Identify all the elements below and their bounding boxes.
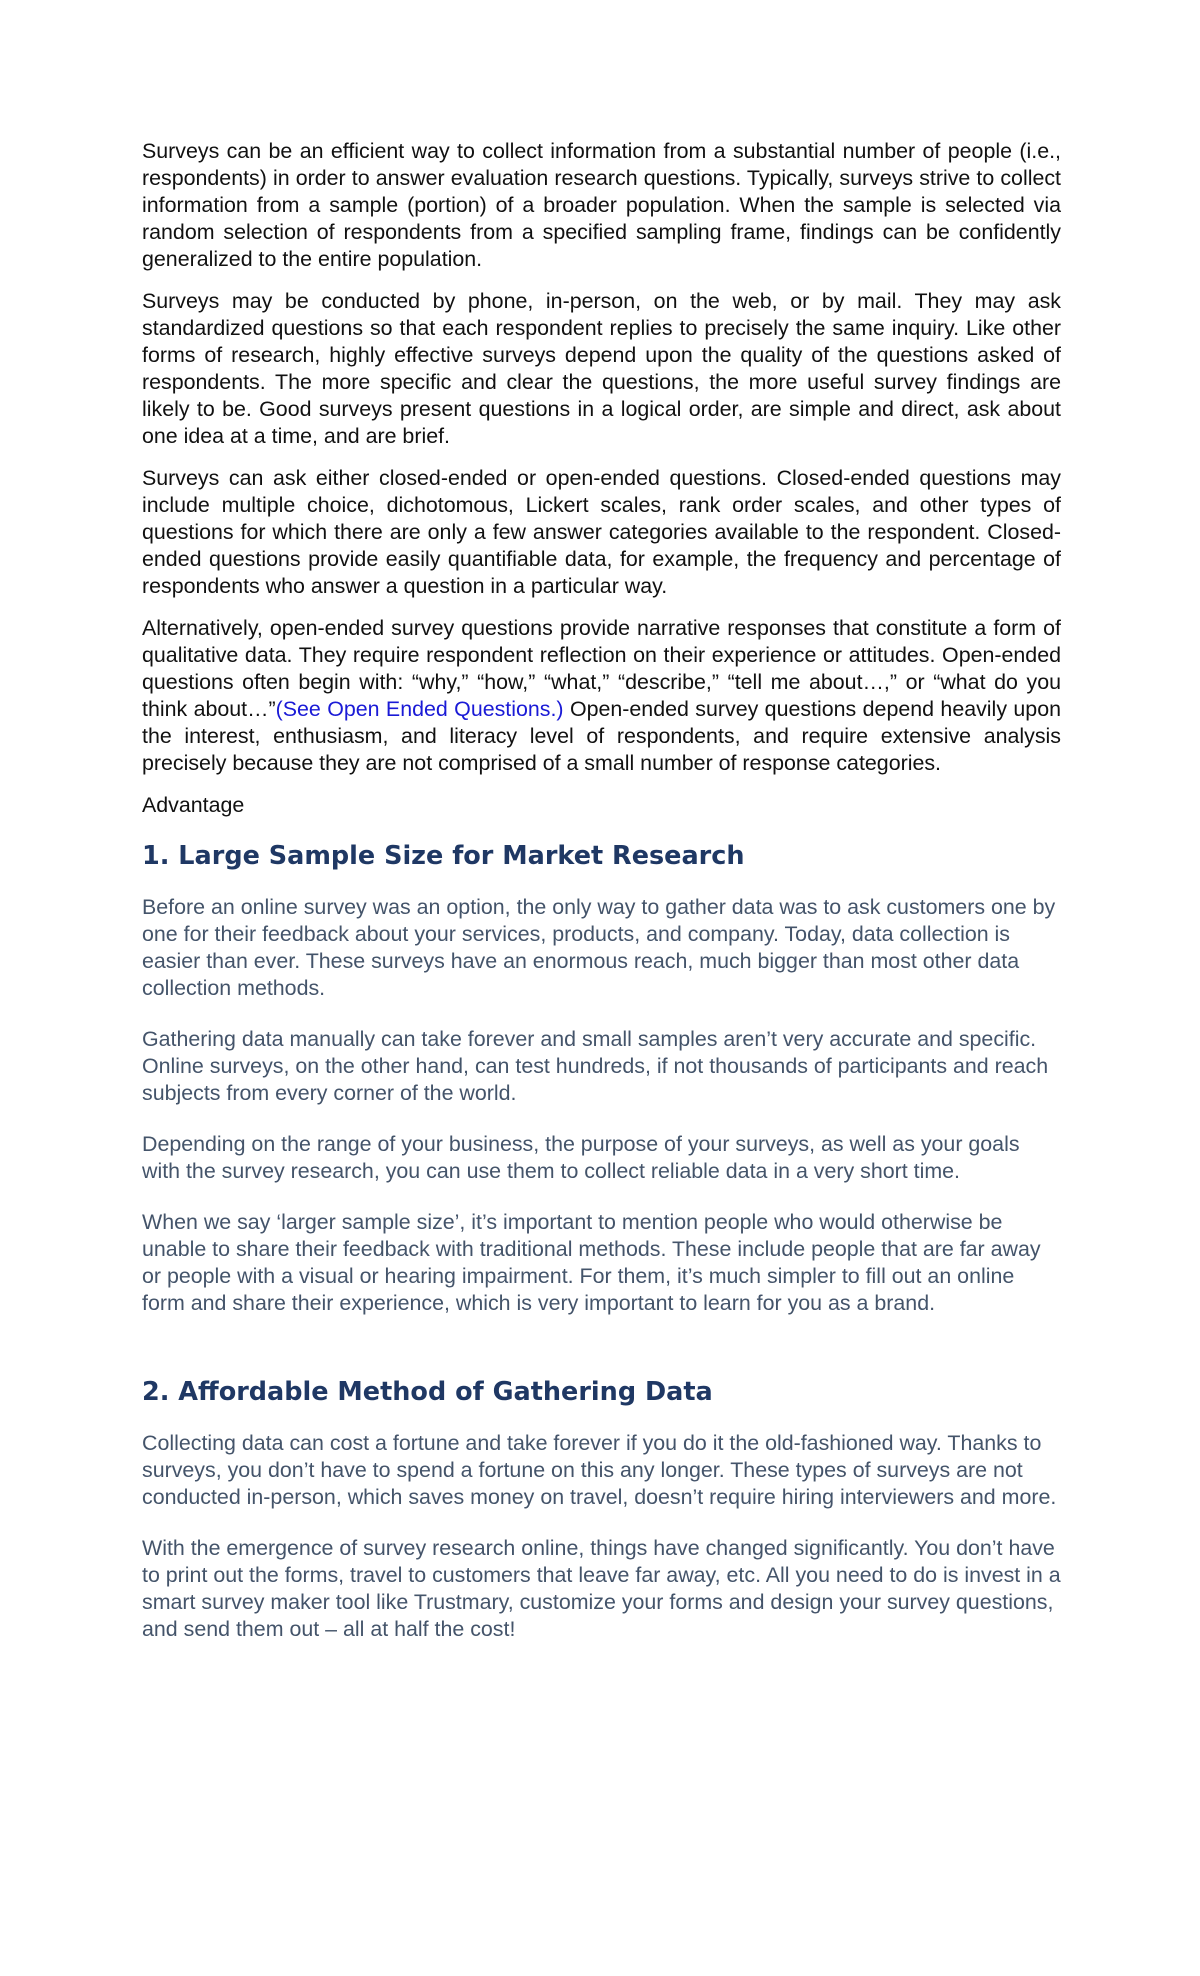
section-1-heading: 1. Large Sample Size for Market Research [142, 841, 745, 871]
section-1-paragraph: When we say ‘larger sample size’, it’s important to mention people who would otherwise be unable to share their feedback with traditional methods. These include people that are far away or people with a visual or hearing impairment. For them, it’s much simpler to fill out an online form and share their experience, which is very important to learn for you as a brand. [142, 1210, 1041, 1315]
advantage-label: Advantage [142, 793, 245, 817]
section-2-paragraph: Collecting data can cost a fortune and take forever if you do it the old-fashioned way. Thanks to surveys, you don’t have to spend a fortune on this any longer. These types of surveys are not conducted in-person, which saves money on travel, doesn’t require hiring interviewers and more. [142, 1431, 1057, 1509]
section-1-paragraph: Depending on the range of your business, the purpose of your surveys, as well as your goals with the survey research, you can use them to collect reliable data in a very short time. [142, 1132, 1020, 1183]
section-1-paragraph: Before an online survey was an option, the only way to gather data was to ask customers one by one for their feedback about your services, products, and company. Today, data collection is easier than ever. These surveys have an enormous reach, much bigger than most other data collection methods. [142, 895, 1056, 1000]
open-ended-questions-link[interactable]: (See Open Ended Questions.) [275, 697, 564, 721]
section-1-paragraph: Gathering data manually can take forever and small samples aren’t very accurate and specific. Online surveys, on the other hand, can test hundreds, if not thousands of participants and reach subjects from every corner of the world. [142, 1027, 1049, 1105]
intro-paragraph-3: Surveys can ask either closed-ended or open-ended questions. Closed-ended questions may include multiple choice, dichotomous, Lickert scales, rank order scales, and other types of questions for which there are only a few answer categories available to the respondent. Closed-ended questions provide easily quantifiable data, for example, the frequency and percentage of respondents who answer a question in a particular way. [142, 466, 1061, 598]
intro-paragraph-1: Surveys can be an efficient way to collect information from a substantial number of people (i.e., respondents) in order to answer evaluation research questions. Typically, surveys strive to collect information from a sample (portion) of a broader population. When the sample is selected via random selection of respondents from a specified sampling frame, findings can be confidently generalized to the entire population. [142, 139, 1061, 271]
open-ended-text-end: Open-ended survey questions depend heavily upon the interest, enthusiasm, and literacy level of respondents, and require extensive analysis precisely because they are not comprised of a small number of response categories. [142, 697, 1061, 775]
intro-paragraph-2: Surveys may be conducted by phone, in-person, on the web, or by mail. They may ask standardized questions so that each respondent replies to precisely the same inquiry. Like other forms of research, highly effective surveys depend upon the quality of the questions asked of respondents. The more specific and clear the questions, the more useful survey findings are likely to be. Good surveys present questions in a logical order, are simple and direct, ask about one idea at a time, and are brief. [142, 289, 1061, 448]
section-2-heading: 2. Affordable Method of Gathering Data [142, 1377, 713, 1407]
section-spacer [142, 1317, 1061, 1376]
open-ended-text-start: Alternatively, open-ended survey questions provide narrative responses that constitute a form of qualitative data. They require respondent reflection on their experience or attitudes. Open-ended questions often begin with: “why,” “how,” “what,” “describe,” “tell me about…,” or “what do you think about…” [142, 616, 1061, 721]
document-page [142, 138, 1061, 1667]
section-2-paragraph: With the emergence of survey research online, things have changed significantly. You don’t have to print out the forms, travel to customers that leave far away, etc. All you need to do is invest in a smart survey maker tool like Trustmary, customize your forms and design your survey questions, and send them out – all at half the cost! [142, 1536, 1061, 1641]
open-ended-paragraph [142, 615, 1061, 777]
